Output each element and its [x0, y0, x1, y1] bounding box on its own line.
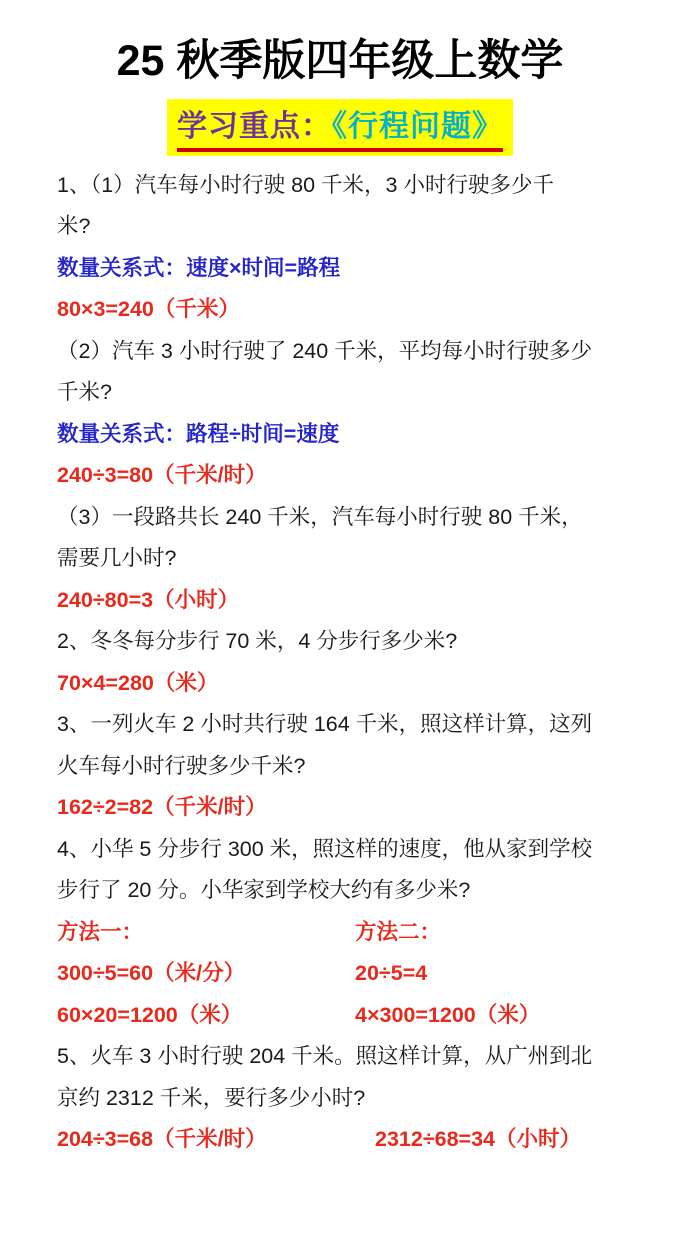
- text-line: 需要几小时?: [57, 546, 177, 571]
- pair-right-text: 20÷5=4: [355, 961, 428, 986]
- text-line: 80×3=240（千米）: [57, 297, 240, 322]
- text-line: 步行了 20 分。小华家到学校大约有多少米?: [57, 878, 471, 903]
- content: [57, 165, 680, 1161]
- text-line: 70×4=280（米）: [57, 670, 219, 695]
- subtitle-label: 学习重点：: [177, 109, 332, 143]
- pair-left-text: 300÷5=60（米/分）: [57, 961, 246, 986]
- text-line: 5、火车 3 小时行驶 204 千米。照这样计算，从广州到北: [57, 1044, 593, 1069]
- text-line: 火车每小时行驶多少千米?: [57, 753, 306, 778]
- pair-left-text: 60×20=1200（米）: [57, 1002, 243, 1027]
- pair-right-text: 2312÷68=34（小时）: [375, 1127, 582, 1152]
- text-line: 162÷2=82（千米/时）: [57, 795, 267, 820]
- text-line: 数量关系式：速度×时间=路程: [57, 255, 341, 280]
- subtitle-row: [0, 99, 680, 156]
- text-line: 千米?: [57, 380, 112, 405]
- pair-right-text: 4×300=1200（米）: [355, 1002, 541, 1027]
- text-line: 京约 2312 千米，要行多少小时?: [57, 1085, 366, 1110]
- text-line: 3、一列火车 2 小时共行驶 164 千米，照这样计算，这列: [57, 712, 593, 737]
- text-line: [57, 912, 680, 954]
- text-line: 米?: [57, 214, 91, 239]
- text-line: 240÷80=3（小时）: [57, 587, 240, 612]
- pair-left-text: 204÷3=68（千米/时）: [57, 1127, 267, 1152]
- text-line: 1、（1）汽车每小时行驶 80 千米，3 小时行驶多少千: [57, 172, 554, 197]
- page-title: 25 秋季版四年级上数学: [116, 37, 564, 85]
- text-line: [57, 995, 680, 1037]
- text-line: （3）一段路共长 240 千米，汽车每小时行驶 80 千米，: [57, 504, 583, 529]
- subtitle-topic: 《行程问题》: [332, 109, 503, 143]
- text-line: 240÷3=80（千米/时）: [57, 463, 267, 488]
- pair-left-text: 方法一：: [57, 919, 144, 944]
- text-line: 数量关系式：路程÷时间=速度: [57, 421, 340, 446]
- text-line: （2）汽车 3 小时行驶了 240 千米，平均每小时行驶多少: [57, 338, 593, 363]
- subtitle-underline: [177, 101, 503, 152]
- text-line: [57, 953, 680, 995]
- text-line: [57, 1119, 680, 1161]
- pair-right-text: 方法二：: [355, 919, 442, 944]
- text-line: 2、冬冬每分步行 70 米，4 分步行多少米?: [57, 629, 458, 654]
- subtitle-highlight: [167, 99, 513, 156]
- text-line: 4、小华 5 分步行 300 米，照这样的速度，他从家到学校: [57, 836, 593, 861]
